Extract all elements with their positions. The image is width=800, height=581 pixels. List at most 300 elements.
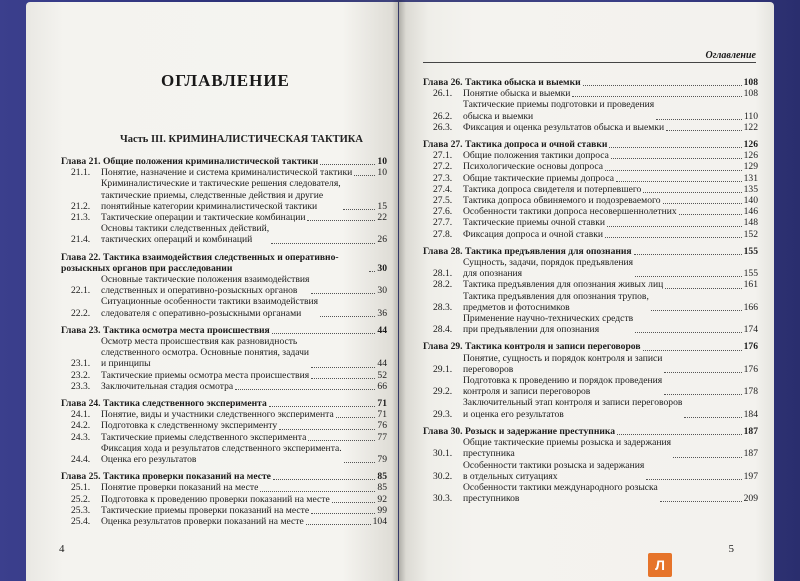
entry-text <box>101 370 309 381</box>
entry-text <box>101 212 305 223</box>
dot-leader <box>684 417 741 418</box>
entry-number: 26.3. <box>433 121 453 133</box>
chapter-title: Глава 28. Тактика предъявления для опознания <box>423 245 632 257</box>
entry-number: 28.3. <box>433 301 453 313</box>
chapter-page: 155 <box>743 245 758 257</box>
entry-number: 24.2. <box>71 420 91 432</box>
entry-page: 140 <box>743 195 758 207</box>
entry-text <box>101 443 342 465</box>
entry-text <box>101 274 309 296</box>
chapter-heading <box>61 325 387 336</box>
book-gutter <box>392 0 406 581</box>
chapter-heading <box>423 77 758 88</box>
chapter-row <box>423 426 758 437</box>
entry-line: переговоров <box>463 363 514 375</box>
entry-line: Понятие проверки показаний на месте <box>101 482 259 494</box>
entry-text <box>463 206 677 217</box>
entry-text <box>463 313 633 335</box>
chapter-page: 126 <box>743 139 758 151</box>
entry-text <box>101 482 258 493</box>
entry-number: 25.1. <box>71 482 91 494</box>
chapter-row <box>61 471 387 482</box>
dot-leader <box>651 310 742 311</box>
entry-text <box>463 291 649 313</box>
chapter-page: 108 <box>743 77 758 88</box>
entry-number: 25.3. <box>71 504 91 516</box>
entry-line: Оценка результатов проверки показаний на месте <box>101 516 304 528</box>
entry-text <box>101 516 304 527</box>
entry-line: тактические приемы, следственные действия и другие <box>101 189 324 201</box>
toc-entry <box>423 184 758 195</box>
entry-text <box>101 223 269 245</box>
entry-line: Особенности тактики розыска и задержания <box>463 459 645 471</box>
entry-text <box>463 397 682 419</box>
toc-entry <box>423 397 758 419</box>
dot-leader <box>271 243 375 244</box>
entry-number: 23.2. <box>71 369 91 381</box>
entry-line: Осмотр места происшествия как разновидность <box>101 336 298 348</box>
entry-number: 21.2. <box>71 200 91 212</box>
toc-entry <box>423 150 758 161</box>
entry-line: Понятие, виды и участники следственного эксперимента <box>101 409 334 421</box>
entry-page: 148 <box>743 217 758 229</box>
toc-entry <box>61 178 387 212</box>
dot-leader <box>660 501 742 502</box>
dot-leader <box>635 276 742 277</box>
toc-entry <box>423 482 758 504</box>
chapter-title: Глава 23. Тактика осмотра места происшествия <box>61 324 270 336</box>
entry-line: Тактические операции и тактические комбинации <box>101 212 306 224</box>
entry-text <box>463 99 654 121</box>
entry-page: 155 <box>743 268 758 280</box>
entry-number: 22.2. <box>71 307 91 319</box>
toc-entry <box>61 167 387 178</box>
chapter-title: Глава 25. Тактика проверки показаний на месте <box>61 471 271 483</box>
entry-page: 66 <box>377 380 387 392</box>
toc-entry <box>423 257 758 279</box>
toc-entry <box>61 505 387 516</box>
entry-page: 135 <box>743 183 758 195</box>
entry-text <box>101 381 233 392</box>
entry-number: 28.1. <box>433 268 453 280</box>
dot-leader <box>663 203 742 204</box>
chapter-page: 10 <box>377 156 387 167</box>
toc-entry <box>61 482 387 493</box>
entry-line: обыска и выемки <box>463 110 534 122</box>
chapter-row <box>423 77 758 88</box>
dot-leader <box>583 85 742 86</box>
entry-page: 30 <box>377 285 387 297</box>
dot-leader <box>269 406 376 407</box>
dot-leader <box>344 462 376 463</box>
entry-text <box>463 279 663 290</box>
publisher-logo-icon: Л <box>648 553 672 577</box>
toc-entry <box>61 370 387 381</box>
dot-leader <box>611 158 742 159</box>
entry-line: преступников <box>463 493 520 505</box>
toc-entry <box>423 375 758 397</box>
dot-leader <box>665 288 741 289</box>
entry-page: 104 <box>372 516 387 528</box>
entry-page: 187 <box>743 448 758 460</box>
toc-entry <box>423 313 758 335</box>
toc-entry <box>423 217 758 228</box>
entry-number: 24.4. <box>71 454 91 466</box>
toc-entry <box>423 353 758 375</box>
dot-leader <box>666 130 742 131</box>
chapter-page: 176 <box>743 341 758 353</box>
entry-text <box>463 88 570 99</box>
chapter-heading <box>423 426 758 437</box>
entry-number: 29.2. <box>433 386 453 398</box>
entry-number: 21.3. <box>71 212 91 224</box>
toc-entry <box>61 381 387 392</box>
chapter-title: Глава 30. Розыск и задержание преступника <box>423 425 616 437</box>
entry-text <box>463 229 603 240</box>
dot-leader <box>609 147 741 148</box>
chapter-page: 187 <box>743 425 758 437</box>
toc-entry <box>423 206 758 217</box>
dot-leader <box>306 524 371 525</box>
entry-line: преступника <box>463 448 515 460</box>
dot-leader <box>311 367 375 368</box>
chapter-page: 85 <box>377 471 387 483</box>
entry-number: 30.3. <box>433 493 453 505</box>
chapter-heading <box>423 246 758 257</box>
page-number: 5 <box>728 543 734 555</box>
toc-left <box>61 150 387 527</box>
entry-page: 79 <box>377 454 387 466</box>
dot-leader <box>311 513 375 514</box>
entry-line: Тактические приемы проверки показаний на месте <box>101 504 310 516</box>
entry-number: 26.1. <box>433 88 453 100</box>
dot-leader <box>656 119 742 120</box>
entry-page: 77 <box>377 431 387 443</box>
entry-number: 21.4. <box>71 234 91 246</box>
entry-text <box>101 167 352 178</box>
entry-number: 27.1. <box>433 150 453 162</box>
chapter-row <box>61 156 387 167</box>
entry-text <box>463 217 605 228</box>
entry-text <box>463 150 609 161</box>
entry-page: 152 <box>743 228 758 240</box>
dot-leader <box>260 491 375 492</box>
entry-line: и принципы <box>101 358 151 370</box>
dot-leader <box>320 164 375 165</box>
part-heading: Часть III. КРИМИНАЛИСТИЧЕСКАЯ ТАКТИКА <box>120 134 363 145</box>
entry-line: Криминалистические и тактические решения следователя, <box>101 178 341 190</box>
dot-leader <box>605 237 742 238</box>
dot-leader <box>616 181 742 182</box>
toc-entry <box>423 279 758 290</box>
entry-page: 131 <box>743 172 758 184</box>
entry-line: Общие положения тактики допроса <box>463 150 609 162</box>
entry-page: 197 <box>743 470 758 482</box>
entry-line: Оценка его результатов <box>101 454 197 466</box>
entry-line: Тактика допроса свидетеля и потерпевшего <box>463 183 642 195</box>
entry-line: Сущность, задачи, порядок предъявления <box>463 257 634 269</box>
entry-line: для опознания <box>463 268 523 280</box>
dot-leader <box>643 350 742 351</box>
dot-leader <box>311 378 375 379</box>
dot-leader <box>279 429 375 430</box>
toc-entry <box>61 274 387 296</box>
dot-leader <box>343 209 376 210</box>
entry-text <box>101 494 330 505</box>
toc-entry <box>423 437 758 459</box>
dot-leader <box>643 192 741 193</box>
entry-line: следственных и оперативно-розыскных органов <box>101 285 298 297</box>
chapter-title: Глава 26. Тактика обыска и выемки <box>423 77 581 88</box>
entry-line: Подготовка к проведению проверки показаний на месте <box>101 493 330 505</box>
entry-page: 126 <box>743 150 758 162</box>
running-head: Оглавление <box>705 50 756 61</box>
toc-entry <box>423 229 758 240</box>
dot-leader <box>646 479 741 480</box>
dot-leader <box>332 502 376 503</box>
entry-page: 22 <box>377 212 387 224</box>
entry-line: Особенности тактики допроса несовершеннолетних <box>463 206 677 218</box>
toc-entry <box>423 161 758 172</box>
entry-line: Заключительная стадия осмотра <box>101 380 234 392</box>
entry-line: Фиксация хода и результатов следственного эксперимента. <box>101 442 342 454</box>
entry-page: 174 <box>743 324 758 336</box>
toc-entry <box>61 443 387 465</box>
entry-text <box>463 460 644 482</box>
chapter-row <box>423 341 758 352</box>
chapter-row <box>423 246 758 257</box>
left-page <box>26 2 398 581</box>
entry-text <box>101 336 309 370</box>
dot-leader <box>634 254 742 255</box>
entry-line: в отдельных ситуациях <box>463 470 558 482</box>
entry-line: Тактические приемы следственного эксперимента <box>101 431 307 443</box>
entry-number: 23.3. <box>71 380 91 392</box>
dot-leader <box>617 434 742 435</box>
entry-line: Заключительный этап контроля и записи переговоров <box>463 397 683 409</box>
entry-number: 25.4. <box>71 516 91 528</box>
entry-line: Основные тактические положения взаимодействия <box>101 274 310 286</box>
entry-page: 26 <box>377 234 387 246</box>
entry-number: 24.1. <box>71 409 91 421</box>
dot-leader <box>664 394 741 395</box>
entry-page: 161 <box>743 279 758 291</box>
entry-page: 176 <box>743 363 758 375</box>
dot-leader <box>273 479 375 480</box>
entry-number: 24.3. <box>71 431 91 443</box>
entry-line: следственного осмотра. Основные понятия, задачи <box>101 347 310 359</box>
entry-page: 76 <box>377 420 387 432</box>
entry-page: 122 <box>743 121 758 133</box>
entry-page: 184 <box>743 408 758 420</box>
entry-line: контроля и записи переговоров <box>463 386 591 398</box>
entry-page: 71 <box>377 409 387 421</box>
entry-number: 28.2. <box>433 279 453 291</box>
entry-number: 27.2. <box>433 161 453 173</box>
entry-number: 29.1. <box>433 363 453 375</box>
entry-line: Фиксация и оценка результатов обыска и выемки <box>463 121 665 133</box>
entry-line: Особенности тактики международного розыска <box>463 481 658 493</box>
entry-page: 99 <box>377 504 387 516</box>
entry-text <box>463 122 664 133</box>
toc-entry <box>61 409 387 420</box>
entry-line: Общие тактические приемы допроса <box>463 172 614 184</box>
chapter-title: Глава 27. Тактика допроса и очной ставки <box>423 139 608 151</box>
entry-line: Тактика предъявления для опознания трупов, <box>463 290 649 302</box>
dot-leader <box>605 170 742 171</box>
entry-text <box>463 482 658 504</box>
toc-entry <box>61 432 387 443</box>
entry-number: 27.3. <box>433 172 453 184</box>
toc-entry <box>61 336 387 370</box>
entry-text <box>463 257 633 279</box>
chapter-row <box>61 398 387 409</box>
running-head-rule <box>423 62 756 63</box>
entry-page: 92 <box>377 493 387 505</box>
entry-number: 22.1. <box>71 285 91 297</box>
entry-line: предметов и фотоснимков <box>463 301 570 313</box>
entry-line: Основы тактики следственных действий, <box>101 223 270 235</box>
chapter-page: 30 <box>377 262 387 274</box>
entry-page: 44 <box>377 358 387 370</box>
chapter-title: Глава 29. Тактика контроля и записи переговоров <box>423 341 641 353</box>
chapter-row <box>423 139 758 150</box>
chapter-heading <box>61 252 387 274</box>
dot-leader <box>311 293 375 294</box>
right-page <box>399 2 774 581</box>
entry-line: Понятие, назначение и система криминалистической тактики <box>101 167 353 179</box>
entry-line: Общие тактические приемы розыска и задержания <box>463 437 672 449</box>
chapter-title: Глава 24. Тактика следственного эксперимента <box>61 398 267 410</box>
entry-number: 27.8. <box>433 228 453 240</box>
entry-line: понятийные категории криминалистической тактики <box>101 200 318 212</box>
chapter-heading <box>61 398 387 409</box>
entry-number: 30.2. <box>433 470 453 482</box>
entry-number: 26.2. <box>433 110 453 122</box>
toc-entry <box>423 122 758 133</box>
chapter-row <box>61 252 387 274</box>
entry-page: 36 <box>377 307 387 319</box>
entry-text <box>101 420 277 431</box>
dot-leader <box>572 96 741 97</box>
entry-page: 110 <box>743 110 758 122</box>
entry-line: Применение научно-технических средств <box>463 313 634 325</box>
toc-entry <box>423 88 758 99</box>
toc-entry <box>423 460 758 482</box>
entry-text <box>463 195 661 206</box>
entry-page: 178 <box>743 386 758 398</box>
dot-leader <box>354 175 375 176</box>
toc-entry <box>61 223 387 245</box>
entry-number: 28.4. <box>433 324 453 336</box>
entry-page: 209 <box>743 493 758 505</box>
entry-text <box>463 437 671 459</box>
dot-leader <box>307 220 375 221</box>
toc-entry <box>61 420 387 431</box>
entry-page: 108 <box>743 88 758 100</box>
toc-entry <box>423 99 758 121</box>
entry-text <box>101 178 341 212</box>
entry-page: 52 <box>377 369 387 381</box>
dot-leader <box>607 226 742 227</box>
entry-number: 30.1. <box>433 448 453 460</box>
entry-number: 27.7. <box>433 217 453 229</box>
entry-number: 21.1. <box>71 167 91 179</box>
chapter-row <box>61 325 387 336</box>
entry-line: Подготовка к следственному эксперименту <box>101 420 278 432</box>
entry-line: Понятие обыска и выемки <box>463 88 571 100</box>
entry-number: 27.5. <box>433 195 453 207</box>
entry-page: 85 <box>377 482 387 494</box>
entry-text <box>101 432 306 443</box>
page-title: ОГЛАВЛЕНИЕ <box>161 71 290 90</box>
entry-page: 129 <box>743 161 758 173</box>
entry-number: 27.4. <box>433 183 453 195</box>
entry-line: и оценка его результатов <box>463 408 564 420</box>
entry-number: 25.2. <box>71 493 91 505</box>
toc-entry <box>423 195 758 206</box>
entry-line: тактических операций и комбинаций <box>101 234 253 246</box>
page-number: 4 <box>59 543 65 555</box>
entry-number: 27.6. <box>433 206 453 218</box>
toc-entry <box>61 516 387 527</box>
dot-leader <box>320 316 375 317</box>
dot-leader <box>635 332 741 333</box>
chapter-title: Глава 21. Общие положения криминалистической тактики <box>61 156 319 167</box>
entry-line: Тактика предъявления для опознания живых лиц <box>463 279 664 291</box>
entry-line: Ситуационные особенности тактики взаимодействия <box>101 296 319 308</box>
dot-leader <box>235 389 375 390</box>
toc-entry <box>61 494 387 505</box>
entry-text <box>463 184 641 195</box>
dot-leader <box>673 457 742 458</box>
entry-line: Тактические приемы осмотра места происшествия <box>101 369 310 381</box>
chapter-page: 71 <box>377 398 387 410</box>
toc-right <box>423 71 758 504</box>
entry-text <box>101 296 318 318</box>
entry-text <box>101 505 309 516</box>
entry-text <box>463 173 614 184</box>
dot-leader <box>308 440 375 441</box>
entry-number: 29.3. <box>433 408 453 420</box>
toc-entry <box>423 173 758 184</box>
chapter-heading <box>61 471 387 482</box>
entry-line: при предъявлении для опознания <box>463 324 600 336</box>
entry-text <box>463 353 662 375</box>
entry-line: Психологические основы допроса <box>463 161 603 173</box>
entry-page: 10 <box>377 167 387 179</box>
entry-line: Тактические приемы подготовки и проведения <box>463 99 655 111</box>
entry-line: Фиксация допроса и очной ставки <box>463 228 604 240</box>
entry-line: следователя с оперативно-розыскными органами <box>101 307 302 319</box>
entry-text <box>463 375 662 397</box>
entry-text <box>101 409 334 420</box>
dot-leader <box>664 372 741 373</box>
dot-leader <box>679 214 742 215</box>
dot-leader <box>336 417 376 418</box>
toc-entry <box>61 212 387 223</box>
dot-leader <box>272 333 376 334</box>
entry-page: 15 <box>377 200 387 212</box>
chapter-heading <box>61 156 387 167</box>
entry-line: Тактика допроса обвиняемого и подозреваемого <box>463 195 661 207</box>
entry-line: Понятие, сущность и порядок контроля и записи <box>463 352 663 364</box>
chapter-title: Глава 22. Тактика взаимодействия следственных и оперативно-розыскных органов при расследовании <box>61 251 339 274</box>
entry-line: Подготовка к проведению и порядок проведения <box>463 375 663 387</box>
chapter-heading <box>423 139 758 150</box>
entry-page: 166 <box>743 301 758 313</box>
toc-entry <box>61 296 387 318</box>
